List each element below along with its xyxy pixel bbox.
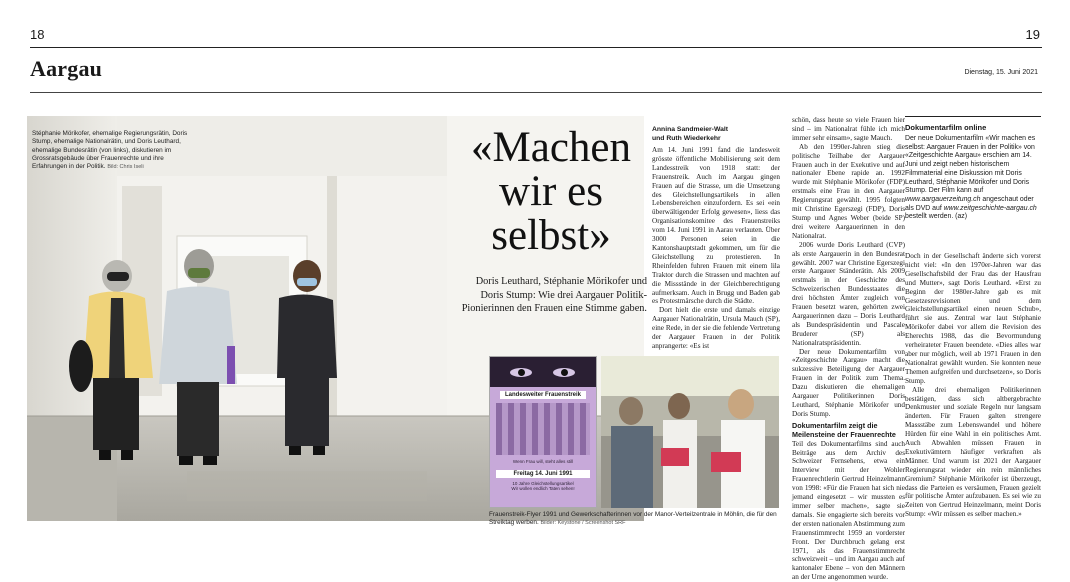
- subheading: Dokumentarfilm zeigt die Meilensteine der Frauenrechte: [792, 420, 896, 439]
- byline: [652, 126, 780, 143]
- paragraph: Der neue Dokumentarfilm von «Zeitgeschichte Aargau» macht die sukzessive Beteiligung der Aargauer Frauen in der Politik zum Thema. Dazu diskutieren die ehemaligen Aargauer Politikerinnen Doris Leuthard, Stéphanie Mörikofer und Doris Stump.: [792, 347, 905, 418]
- article-column-4: [905, 252, 1041, 535]
- flyer-slogan: Wenn Frau will, steht alles still: [512, 459, 574, 464]
- info-box: [905, 116, 1041, 222]
- strike-photo: [601, 356, 779, 508]
- strike-illustration: [601, 356, 779, 508]
- headline-line: selbst»: [491, 212, 611, 259]
- paragraph: 2006 wurde Doris Leuthard (CVP) als erste Aargauerin in den Bundesrat gewählt. 2007 war Christine Egerszegi erste Aargauer Ständerätin. Als 2009 erstmals in der Geschichte des Schweizerischen Bundesstaates die drei höchsten Ämter zugleich von Frauen besetzt waren, gehörten zwei Aargauerinnen dazu – Doris Leuthard als Bundespräsidentin und Pascale Bruderer (SP) als Nationalratspräsidentin.: [792, 240, 905, 347]
- headline-line: «Machen: [471, 124, 631, 171]
- photo-caption: Stéphanie Mörikofer, ehemalige Regierungsrätin, Doris Stump, ehemalige Nationalrätin, und Doris Leuthard, ehemalige Bundesrätin (von links), diskutieren im Grossratsgebäude über Frauenrechte und ihre Erfahrungen in der Politik. Bild: Chris Iseli: [32, 130, 188, 171]
- header-rule: [30, 92, 1042, 93]
- article-column-1: [652, 146, 780, 350]
- headline-line: wir es: [499, 168, 603, 215]
- flyer-image: [489, 356, 597, 508]
- section-title: Aargau: [30, 56, 103, 81]
- paragraph: Doch in der Gesellschaft änderte sich vorerst nicht viel: «In den 1970er-Jahren war das Gesellschaftsbild der Frau das der Hausfrau und Mutter», sagt Doris Leuthard. «Erst zu Beginn der 1980er-Jahre gab es mit Gesetzesrevisionen und dem Gleichstellungsartikel einen neuen Schub», führt sie aus. Zentral war laut Stéphanie Mörikofer dabei vor allem die Revision des Eherechts 1988, das die Bevormundung verheirateter Frauen beendete. «Dies alles war aber nur möglich, weil ab 1971 Frauen in den Nationalrat gewählt wurden. Sie konnten neue Themen aufgreifen und durchsetzen», so Doris Stump.: [905, 252, 1041, 385]
- images-caption: Frauenstreik-Flyer 1991 und Gewerkschafterinnen vor der Manor-Verteilzentrale in Möhlin, die für den Streiktag werben. Bilder: Keystone / Screenshot SRF: [489, 511, 777, 527]
- photo-credit: Bild: Chris Iseli: [107, 164, 144, 171]
- author-line: und Ruth Wiederkehr: [652, 134, 721, 142]
- paragraph: Teil des Dokumentarfilms sind auch Beiträge aus dem Archiv des Schweizer Fernsehens, etwa ein Interview mit der Wohler Frauenrechtlerin Gertrud Heinzelmann von 1998: «Für die Frauen hat sich nie jemand eingesetzt – wir mussten es immer selber machen», sagte sie damals. Sie engagierte sich bereits vor der ersten nationalen Abstimmung zum Frauenstimmrecht 1959 an vorderster Front. Der Durchbruch gelang erst 1971, als das Frauenstimmrecht schweizweit – und im Aargau auch auf kantonaler Ebene – von den Männern an der Urne angenommen wurde.: [792, 439, 905, 582]
- paragraph: Ab den 1990er-Jahren stieg die politische Teilhabe der Aargauer Frauen auch in der Exekutive und auf nationaler Ebene rapide an. 1992 wurde mit Stéphanie Mörikofer (FDP) erstmals eine Frau in den Aargauer Regierungsrat gewählt. 1995 folgten mit Christine Egerszegi (FDP), Doris Stump und Agnes Weber (beide SP) drei weitere Aargauerinnen in den Nationalrat.: [792, 142, 905, 240]
- info-box-text: Der neue Dokumentarfilm «Wir machen es selbst: Aargauer Frauen in der Politik» von «Zeitgeschichte Aargau» erschien am 14. Juni und zeigt neben historischem Filmmaterial eine Diskussion mit Doris Leuthard, Stéphanie Mörikofer und Doris Stump. Der Film kann auf www.aargauerzeitung.ch angeschaut oder als DVD auf www.zeitgeschichte-aargau.ch bestellt werden. (az): [905, 135, 1037, 221]
- issue-date: Dienstag, 15. Juni 2021: [964, 69, 1038, 76]
- page-number-left: 18: [30, 27, 45, 42]
- images-credit: Bilder: Keystone / Screenshot SRF: [540, 520, 626, 527]
- link-aargauerzeitung[interactable]: www.aargauerzeitung.ch: [905, 195, 981, 203]
- flyer-banner: Landesweiter Frauenstreik: [500, 391, 586, 399]
- paragraph: Dort hielt die erste und damals einzige Aargauer Nationalrätin, Ursula Mauch (SP), eine Rede, in der sie die fehlende Vertretung der Aargauer Frauen in der Politik anprangerte: «Es ist: [652, 306, 780, 350]
- flyer-eyes: [490, 357, 596, 387]
- flyer-pattern: [496, 403, 590, 455]
- page-number-right: 19: [1025, 27, 1040, 42]
- flyer-date: Freitag 14. Juni 1991: [496, 470, 590, 478]
- top-rule: [30, 47, 1042, 48]
- link-zeitgeschichte[interactable]: www.zeitgeschichte-aargau.ch: [943, 204, 1037, 212]
- info-box-title: Dokumentarfilm online: [905, 116, 1041, 132]
- article-column-2: [792, 116, 905, 582]
- deck: Doris Leuthard, Stéphanie Mörikofer und Doris Stump: Wie drei Aargauer Politik-Pionierinnen den Frauen eine Stimme gaben.: [461, 276, 647, 314]
- flyer-bottom-1: 10 Jahre Gleichstellungsartikel: [512, 481, 574, 486]
- headline: [456, 126, 646, 258]
- paragraph: Alle drei ehemaligen Politikerinnen bestätigen, dass sich altbergebrachte Denkmuster und soziale Regeln nur langsam änderten. Für Frauen galten strengere Massstäbe zum Lebenswandel und höhere Hürden für eine Wahl in ein politisches Amt. Auch Abwahlen müssen Frauen in Exekutivämtern häufiger verkraften als Männer. Und warum ist 2021 der Aargauer Regierungsrat wieder ein rein männliches Gremium? Stéphanie Mörikofer ist überzeugt, dass die Parteien es versäumen, Frauen gezielt für politische Ämter aufzubauen. Es sei wie zu Zeiten von Gertrud Heinzelmann, meint Doris Stump: «Wir müssen es selber machen.»: [905, 385, 1041, 519]
- flyer-bottom-2: Wir wollen endlich Taten sehen!: [511, 486, 575, 491]
- author-line: Annina Sandmeier-Walt: [652, 126, 729, 133]
- paragraph: schön, dass heute so viele Frauen hier sind – im Nationalrat fühle ich mich immer sehr einsam», sagte Mauch.: [792, 116, 905, 142]
- paragraph: Am 14. Juni 1991 fand die landesweit grösste öffentliche Mobilisierung seit dem Landesstreik von 1918 statt: der Frauenstreik. Auch im Aargau gingen Frauen auf die Strasse, um die Umsetzung des Gleichstellungsartikels in allen Lebensbereichen einzufordern. Es sei «ein überwältigender Erfolg gewesen», liess das Organisationskomitee des Frauenstreiks vom 14. Juni 1991 in Aarau verlauten. Über 3000 Personen seien in die Kantonshauptstadt gekommen, um für die Gleichstellung zu protestieren. In Rheinfelden fuhren Frauen mit einem lila Traktor durch die Strassen und machten auf die Missstände in der Gleichberechtigung aufmerksam. Auch in Brugg und Baden gab es Protestmärsche durch die Städte.: [652, 146, 780, 306]
